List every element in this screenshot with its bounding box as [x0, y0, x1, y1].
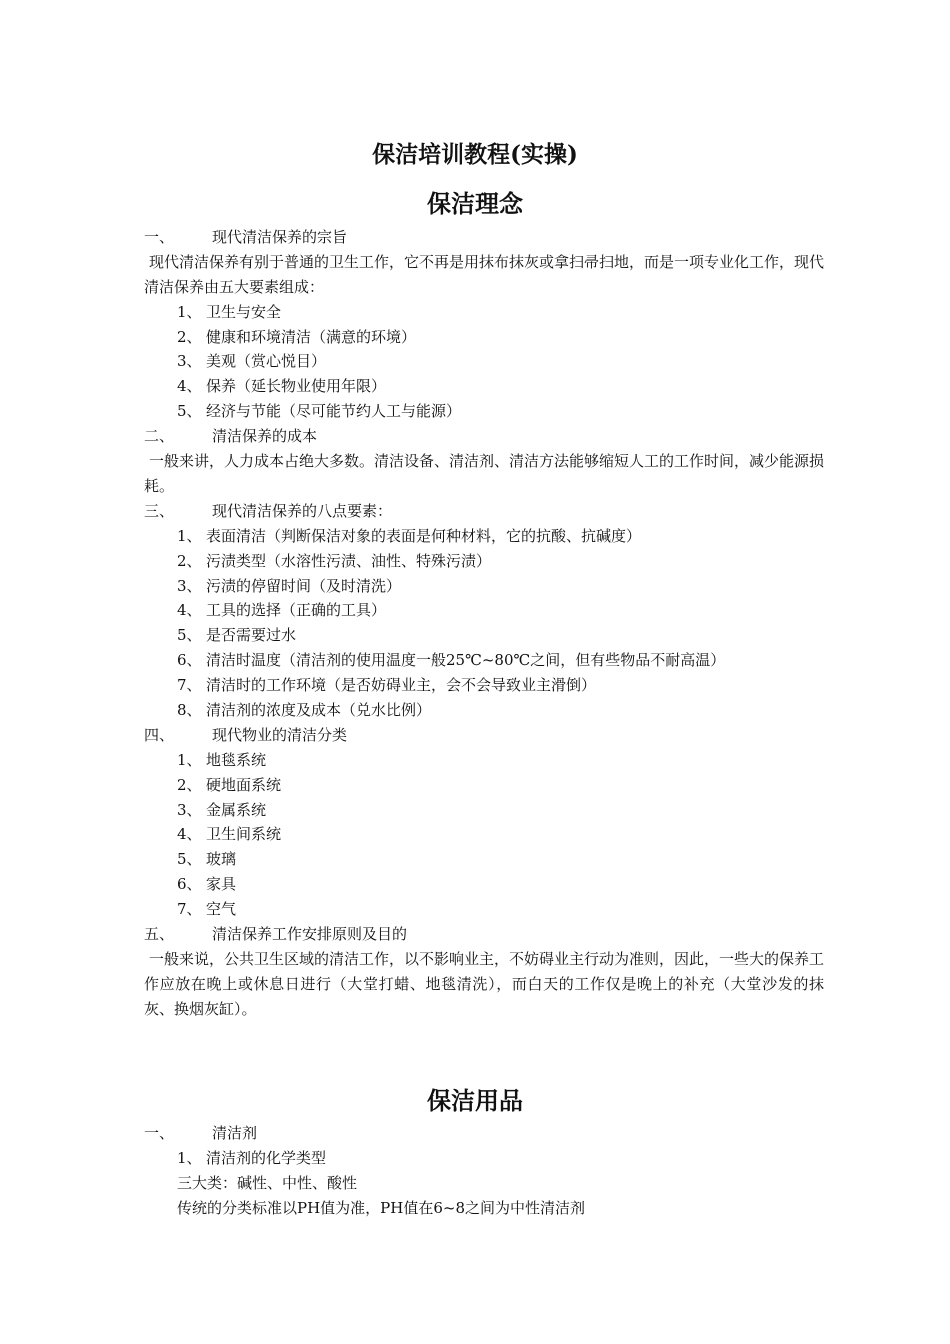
- list-item: 4、 保养（延长物业使用年限）: [177, 377, 387, 396]
- list-item: 8、 清洁剂的浓度及成本（兑水比例）: [177, 700, 432, 719]
- heading-concept: 保洁理念: [427, 189, 523, 218]
- section-paragraph: 现代清洁保养有别于普通的卫生工作，它不再是用抹布抹灰或拿扫帚扫地，而是一项专业化工作，现代清洁保养由五大要素组成：: [144, 252, 825, 296]
- list-item: 2、 污渍类型（水溶性污渍、油性、特殊污渍）: [177, 551, 492, 570]
- section-heading: 二、 清洁保养的成本: [144, 427, 318, 446]
- list-item: 3、 污渍的停留时间（及时清洗）: [177, 576, 402, 595]
- section-heading: 三、 现代清洁保养的八点要素：: [144, 501, 393, 520]
- list-item: 1、 表面清洁（判断保洁对象的表面是何种材料，它的抗酸、抗碱度）: [177, 526, 642, 545]
- list-item: 5、 玻璃: [177, 850, 237, 869]
- body-line: 三大类：碱性、中性、酸性: [177, 1173, 358, 1192]
- list-item: 1、 地毯系统: [177, 750, 267, 769]
- list-item: 1、 清洁剂的化学类型: [177, 1148, 327, 1167]
- concept-body: [144, 225, 824, 1022]
- body-line: 传统的分类标准以PH值为准，PH值在6~8之间为中性清洁剂: [177, 1198, 586, 1217]
- section-heading: 五、 清洁保养工作安排原则及目的: [144, 925, 408, 943]
- list-item: 2、 硬地面系统: [177, 775, 282, 794]
- section-heading: 一、 现代清洁保养的宗旨: [144, 228, 348, 246]
- heading-supplies: 保洁用品: [427, 1086, 523, 1115]
- list-item: 2、 健康和环境清洁（满意的环境）: [177, 327, 417, 346]
- list-item: 4、 工具的选择（正确的工具）: [177, 601, 387, 620]
- supplies-body: [144, 1121, 824, 1221]
- list-item: 6、 家具: [177, 875, 237, 894]
- list-item: 1、 卫生与安全: [177, 302, 282, 321]
- section-heading: 四、 现代物业的清洁分类: [144, 725, 348, 744]
- section-heading: 一、 清洁剂: [144, 1124, 258, 1142]
- document-title: 保洁培训教程(实操): [372, 141, 578, 168]
- list-item: 5、 是否需要过水: [177, 626, 297, 645]
- list-item: 3、 美观（赏心悦目）: [177, 352, 327, 371]
- list-item: 6、 清洁时温度（清洁剂的使用温度一般25℃~80℃之间，但有些物品不耐高温）: [177, 651, 726, 670]
- list-item: 5、 经济与节能（尽可能节约人工与能源）: [177, 402, 462, 421]
- list-item: 3、 金属系统: [177, 800, 267, 819]
- section-paragraph: 一般来说，公共卫生区域的清洁工作，以不影响业主，不妨碍业主行动为准则，因此，一些大的保养工作应放在晚上或休息日进行（大堂打蜡、地毯清洗），而白天的工作仅是晚上的补充（大堂沙发的抹灰、换烟灰缸）。: [144, 949, 825, 1018]
- section-paragraph: 一般来讲，人力成本占绝大多数。清洁设备、清洁剂、清洁方法能够缩短人工的工作时间，减少能源损耗。: [144, 452, 825, 495]
- list-item: 7、 空气: [177, 900, 237, 919]
- list-item: 4、 卫生间系统: [177, 825, 282, 844]
- list-item: 7、 清洁时的工作环境（是否妨碍业主，会不会导致业主滑倒）: [177, 676, 597, 695]
